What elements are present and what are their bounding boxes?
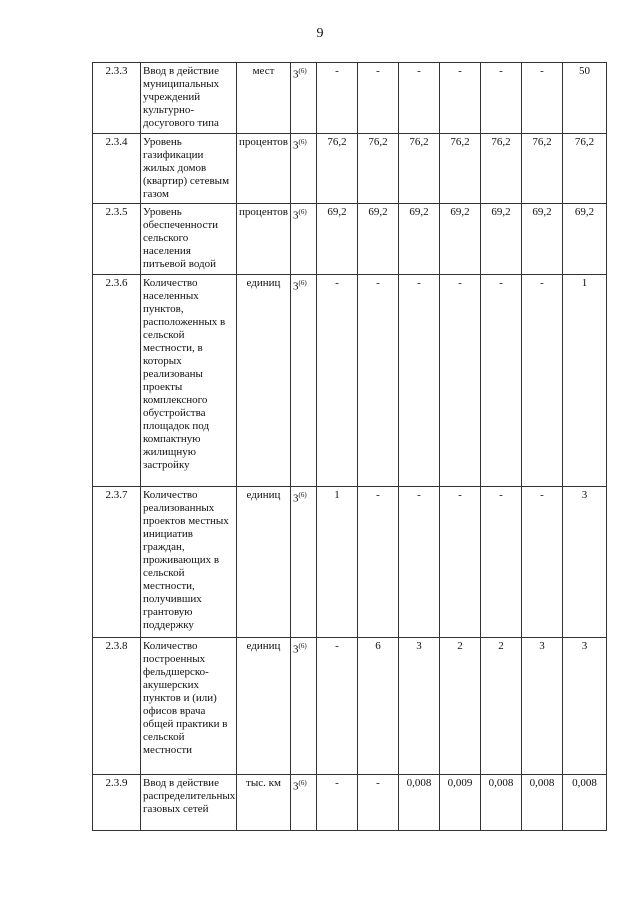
unit-cell: процентов	[237, 134, 291, 204]
table-row	[93, 275, 607, 487]
value-cell: 69,2	[399, 204, 440, 275]
source-number: 3	[293, 139, 299, 152]
source-footnote-marker: (6)	[298, 138, 307, 146]
value-cell: 76,2	[399, 134, 440, 204]
source-cell	[291, 638, 317, 775]
value-cell: -	[358, 775, 399, 831]
value-cell: 3	[563, 487, 607, 638]
indicators-table	[92, 62, 607, 831]
value-cell: 69,2	[522, 204, 563, 275]
value-cell: 1	[317, 487, 358, 638]
source-cell	[291, 204, 317, 275]
unit-cell: единиц	[237, 487, 291, 638]
source-number: 3	[293, 643, 299, 656]
table-row	[93, 775, 607, 831]
source-number: 3	[293, 280, 299, 293]
row-code-cell: 2.3.4	[93, 134, 141, 204]
value-cell: -	[317, 638, 358, 775]
value-cell: 0,008	[399, 775, 440, 831]
row-code-cell: 2.3.8	[93, 638, 141, 775]
value-cell: -	[317, 275, 358, 487]
indicator-name-cell: Уровень газификации жилых домов (квартир) сетевым газом	[141, 134, 237, 204]
value-cell: 69,2	[481, 204, 522, 275]
value-cell: -	[317, 63, 358, 134]
value-cell: 2	[440, 638, 481, 775]
row-code-cell: 2.3.5	[93, 204, 141, 275]
value-cell: 3	[399, 638, 440, 775]
source-footnote-marker: (6)	[298, 208, 307, 216]
row-code-cell: 2.3.3	[93, 63, 141, 134]
value-cell: -	[440, 63, 481, 134]
unit-cell: процентов	[237, 204, 291, 275]
table-row	[93, 487, 607, 638]
source-number: 3	[293, 780, 299, 793]
source-footnote-marker: (6)	[298, 779, 307, 787]
source-cell	[291, 487, 317, 638]
unit-cell: мест	[237, 63, 291, 134]
page-number: 9	[316, 26, 324, 41]
value-cell: -	[440, 275, 481, 487]
unit-cell: тыс. км	[237, 775, 291, 831]
value-cell: 69,2	[440, 204, 481, 275]
source-number: 3	[293, 209, 299, 222]
value-cell: -	[399, 487, 440, 638]
source-cell	[291, 134, 317, 204]
source-footnote-marker: (6)	[298, 491, 307, 499]
value-cell: 0,008	[481, 775, 522, 831]
unit-cell: единиц	[237, 275, 291, 487]
value-cell: -	[481, 63, 522, 134]
source-footnote-marker: (6)	[298, 67, 307, 75]
value-cell: 76,2	[358, 134, 399, 204]
value-cell: 69,2	[358, 204, 399, 275]
row-code-cell: 2.3.6	[93, 275, 141, 487]
value-cell: -	[358, 487, 399, 638]
value-cell: 50	[563, 63, 607, 134]
value-cell: -	[440, 487, 481, 638]
table-row	[93, 63, 607, 134]
value-cell: 76,2	[563, 134, 607, 204]
source-cell	[291, 63, 317, 134]
value-cell: -	[481, 487, 522, 638]
value-cell: -	[317, 775, 358, 831]
value-cell: -	[358, 275, 399, 487]
table-row	[93, 204, 607, 275]
indicator-name-cell: Ввод в действие муниципальных учреждений культурно-досугового типа	[141, 63, 237, 134]
row-code-cell: 2.3.9	[93, 775, 141, 831]
unit-cell: единиц	[237, 638, 291, 775]
value-cell: 76,2	[440, 134, 481, 204]
indicator-name-cell: Количество построенных фельдшерско-акушерских пунктов и (или) офисов врача общей практики в сельской местности	[141, 638, 237, 775]
value-cell: 76,2	[522, 134, 563, 204]
value-cell: 3	[522, 638, 563, 775]
value-cell: 6	[358, 638, 399, 775]
row-code-cell: 2.3.7	[93, 487, 141, 638]
table-row	[93, 134, 607, 204]
source-footnote-marker: (6)	[298, 642, 307, 650]
value-cell: -	[481, 275, 522, 487]
table-row	[93, 638, 607, 775]
indicator-name-cell: Количество реализованных проектов местных инициатив граждан, проживающих в сельской местности, получивших грантовую поддержку	[141, 487, 237, 638]
value-cell: 69,2	[317, 204, 358, 275]
value-cell: -	[399, 275, 440, 487]
value-cell: -	[399, 63, 440, 134]
value-cell: 76,2	[481, 134, 522, 204]
value-cell: 0,008	[522, 775, 563, 831]
value-cell: -	[522, 487, 563, 638]
value-cell: -	[522, 63, 563, 134]
value-cell: 76,2	[317, 134, 358, 204]
value-cell: -	[522, 275, 563, 487]
source-cell	[291, 775, 317, 831]
indicator-name-cell: Количество населенных пунктов, расположенных в сельской местности, в которых реализованы проекты комплексного обустройства площадок под компактную жилищную застройку	[141, 275, 237, 487]
source-footnote-marker: (6)	[298, 279, 307, 287]
indicator-name-cell: Ввод в действие распределительных газовых сетей	[141, 775, 237, 831]
source-cell	[291, 275, 317, 487]
indicator-name-cell: Уровень обеспеченности сельского населения питьевой водой	[141, 204, 237, 275]
value-cell: 1	[563, 275, 607, 487]
value-cell: 69,2	[563, 204, 607, 275]
value-cell: 3	[563, 638, 607, 775]
source-number: 3	[293, 68, 299, 81]
value-cell: 2	[481, 638, 522, 775]
source-number: 3	[293, 492, 299, 505]
value-cell: 0,009	[440, 775, 481, 831]
value-cell: 0,008	[563, 775, 607, 831]
value-cell: -	[358, 63, 399, 134]
